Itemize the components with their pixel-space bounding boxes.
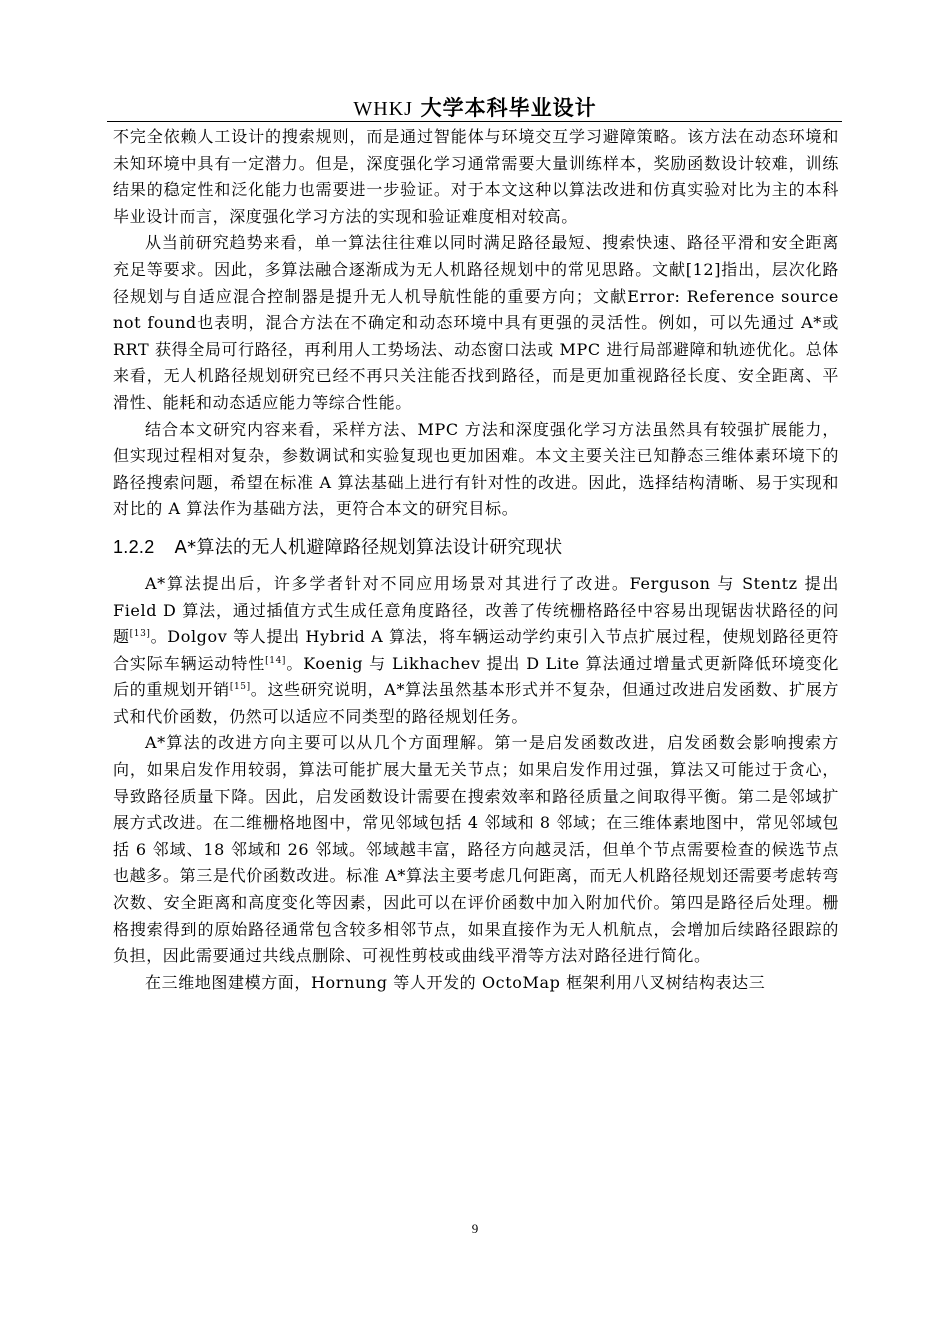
header-title-zh: 大学本科毕业设计	[420, 96, 597, 120]
paragraph-3: 结合本文研究内容来看，采样方法、MPC 方法和深度强化学习方法虽然具有较强扩展能力，但实现过程相对复杂，参数调试和实验复现也更加困难。本文主要关注已知静态三维体素环境下的路径搜索问题，希望在标准 A 算法基础上进行有针对性的改进。因此，选择结构清晰、易于实现和对比的 A 算法作为基础方法，更符合本文的研究目标。	[113, 419, 839, 519]
citation-13[interactable]: [13]	[129, 629, 151, 640]
paragraph-4-part-d: 。这些研究说明，A*算法虽然基本形式并不复杂，但通过改进启发函数、扩展方式和代价函数，仍然可以适应不同类型的路径规划任务。	[113, 680, 839, 726]
paragraph-4-part-c: 。Koenig 与 Likhachev 提出 D Lite 算法通过增量式更新降低环境变化后的重规划开销	[113, 653, 839, 700]
section-title: A*算法的无人机避障路径规划算法设计研究现状	[174, 536, 563, 558]
paragraph-5: A*算法的改进方向主要可以从几个方面理解。第一是启发函数改进，启发函数会影响搜索方向，如果启发作用较弱，算法可能扩展大量无关节点；如果启发作用过强，算法又可能过于贪心，导致路径质量下降。因此，启发函数设计需要在搜索效率和路径质量之间取得平衡。第二是邻域扩展方式改进。在二维栅格地图中，常见邻域包括 4 邻域和 8 邻域；在三维体素地图中，常见邻域包括 6 邻域、18 邻域和 26 邻域。邻域越丰富，路径方向越灵活，但单个节点需要检查的候选节点也越多。第三是代价函数改进。标准 A*算法主要考虑几何距离，而无人机路径规划还需要考虑转弯次数、安全距离和高度变化等因素，因此可以在评价函数中加入附加代价。第四是路径后处理。栅格搜索得到的原始路径通常包含较多相邻节点，如果直接作为无人机航点，会增加后续路径跟踪的负担，因此需要通过共线点删除、可视性剪枝或曲线平滑等方法对路径进行简化。	[113, 733, 839, 966]
citation-15[interactable]: [15]	[229, 682, 251, 693]
paragraph-4-part-b: 。Dolgov 等人提出 Hybrid A 算法，将车辆运动学约束引入节点扩展过程，使规划路径更符合实际车辆运动特性	[113, 627, 839, 673]
paragraph-4	[113, 571, 839, 731]
running-header	[0, 94, 950, 123]
paragraph-1: 不完全依赖人工设计的搜索规则，而是通过智能体与环境交互学习避障策略。该方法在动态环境和未知环境中具有一定潜力。但是，深度强化学习通常需要大量训练样本，奖励函数设计较难，训练结果的稳定性和泛化能力也需要进一步验证。对于本文这种以算法改进和仿真实验对比为主的本科毕业设计而言，深度强化学习方法的实现和验证难度相对较高。	[113, 127, 839, 226]
page-number: 9	[471, 1221, 479, 1236]
header-divider	[107, 121, 842, 122]
section-heading	[113, 534, 839, 561]
section-number: 1.2.2	[113, 536, 155, 557]
citation-14[interactable]: [14]	[265, 655, 287, 666]
header-title-en: WHKJ	[353, 98, 413, 120]
body-text	[113, 124, 839, 996]
paragraph-6: 在三维地图建模方面，Hornung 等人开发的 OctoMap 框架利用八叉树结构表达三	[145, 972, 766, 992]
paragraph-4-part-a: A*算法提出后，许多学者针对不同应用场景对其进行了改进。Ferguson 与 Stentz 提出 Field D 算法，通过插值方式生成任意角度路径，改善了传统栅格路径中容易出现锯齿状路径的问题	[113, 573, 839, 647]
paragraph-2: 从当前研究趋势来看，单一算法往往难以同时满足路径最短、搜索快速、路径平滑和安全距离充足等要求。因此，多算法融合逐渐成为无人机路径规划中的常见思路。文献[12]指出，层次化路径规划与自适应混合控制器是提升无人机导航性能的重要方向；文献Error: Reference source not found也表明，混合方法在不确定和动态环境中具有更强的灵活性。例如，可以先通过 A*或 RRT 获得全局可行路径，再利用人工势场法、动态窗口法或 MPC 进行局部避障和轨迹优化。总体来看，无人机路径规划研究已经不再只关注能否找到路径，而是更加重视路径长度、安全距离、平滑性、能耗和动态适应能力等综合性能。	[113, 233, 839, 412]
